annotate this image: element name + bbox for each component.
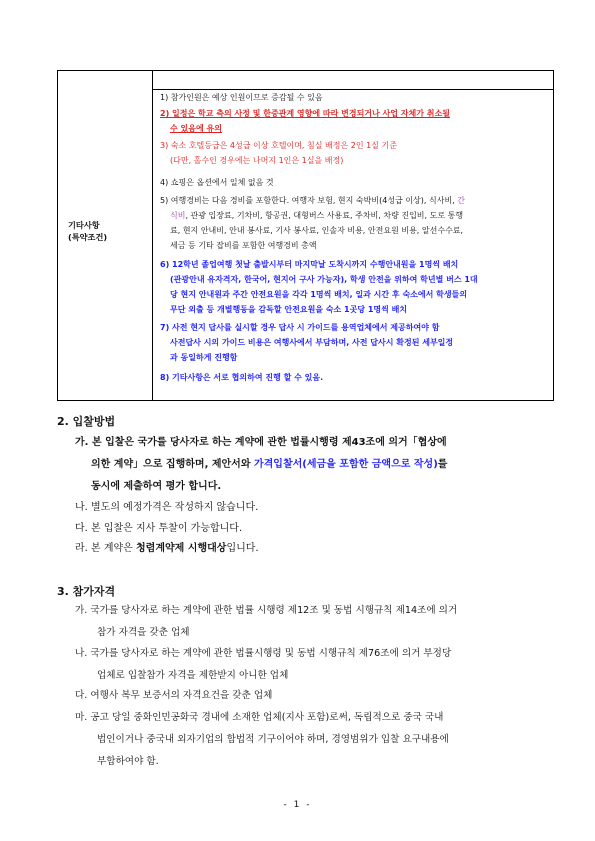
section-2-title: 2. 입찰방법 (57, 415, 116, 428)
section-2-item-na: 나. 별도의 예정가격은 작성하지 않습니다. (75, 502, 259, 513)
conditions-body-cell (153, 71, 553, 400)
conditions-table (57, 70, 554, 401)
section-2-item-da: 다. 본 입찰은 지사 투찰이 가능합니다. (75, 523, 243, 534)
section-3-item-na: 나. 국가를 당사자로 하는 계약에 관한 법률시행령 및 동법 시행규칙 제76조에 의거 부정당 업체로 입찰참가 자격을 제한받지 아니한 업체 (75, 648, 452, 681)
conditions-label-cell (58, 71, 153, 400)
label-line-2: (특약조건) (68, 232, 108, 242)
condition-item-3: 3) 숙소 호텔등급은 4성급 이상 호텔이며, 침실 배정은 2인 1실 기준 (다만, 홀수인 경우에는 나머지 1인은 1실을 배정) (160, 141, 397, 165)
section-3-item-da: 다. 여행사 복무 보증서의 자격요건을 갖춘 업체 (75, 690, 273, 701)
label-line-1: 기타사항 (68, 220, 100, 230)
condition-item-8: 8) 기타사항은 서로 협의하여 진행 할 수 있음. (160, 373, 324, 382)
condition-item-7: 7) 사전 현지 답사를 실시할 경우 답사 시 가이드를 용역업체에서 제공하여야 함 사전답사 시의 가이드 비용은 여행사에서 부담하며, 사전 답사시 확정된 세부일정 과 동일하게 진행함 (160, 323, 454, 362)
table-top-row (153, 71, 553, 90)
condition-item-4: 4) 쇼핑은 옵션에서 일체 없음 것 (160, 178, 274, 187)
condition-item-1: 1) 참가인원은 예상 인원이므로 증감될 수 있음 (160, 93, 323, 102)
page-number: - 1 - (283, 800, 312, 810)
section-3-item-ga: 가. 국가를 당사자로 하는 계약에 관한 법률 시행령 제12조 및 동법 시행규칙 제14조에 의거 참가 자격을 갖춘 업체 (75, 605, 458, 638)
section-3-title: 3. 참가자격 (57, 585, 116, 598)
condition-item-6: 6) 12학년 졸업여행 첫날 출발시부터 마지막날 도착시까지 수행안내원을 1명씩 배치 (관광안내 유자격자, 한국어, 현지어 구사 가능자), 학생 안전을 위하여 학년별 버스 1대 당 현지 안내원과 주간 안전요원을 각각 1명씩 배치, 일과 시간 후 숙소에서 학생들의 무단 외출 등 개별행동을 감독할 안전요원을 숙소 1곳당 1명씩 배치 (160, 260, 478, 314)
section-2-item-ga: 가. 본 입찰은 국가를 당사자로 하는 계약에 관한 법률시행령 제43조에 의거「협상에 의한 계약」으로 집행하며, 제안서와 가격입찰서(세금을 포함한 금액으로 작성)를 동시에 제출하여 평가 합니다. (75, 437, 448, 492)
condition-item-5: 5) 여행경비는 다음 경비를 포함한다. 여행자 보험, 현지 숙박비(4성급 이상), 식사비, 간 식비, 관광 입장료, 기차비, 항공권, 대형버스 사용료, 주차비, 차량 진입비, 도로 통행 료, 현지 안내비, 안내 봉사료, 기사 봉사료, 인솔자 비용, 안전요원 비용, 알선수수료, 세금 등 기타 잡비를 포함한 여행경비 총액 (160, 196, 465, 250)
section-2-item-ra: 라. 본 계약은 청렴계약제 시행대상입니다. (75, 543, 259, 554)
section-3-item-ma: 마. 공고 당일 중화인민공화국 경내에 소재한 업체(지사 포함)로써, 독립적으로 중국 국내 법인이거나 중국내 외자기업의 합법적 기구이어야 하며, 경영범위가 입찰 요구내용에 부합하여야 함. (75, 712, 449, 767)
condition-item-2: 2) 일정은 학교 측의 사정 및 한중관계 영향에 따라 변경되거나 사업 자체가 취소될 수 있음에 유의 (160, 109, 450, 133)
